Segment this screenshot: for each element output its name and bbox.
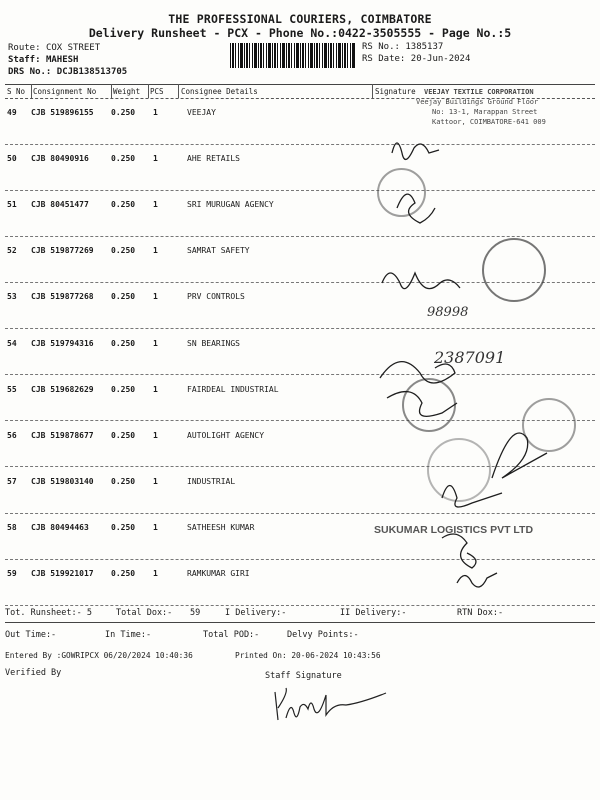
verified-by: Verified By bbox=[5, 668, 62, 678]
signature-industrial bbox=[442, 486, 502, 508]
rs-no-value: 1385137 bbox=[405, 42, 444, 52]
row-pcs: 1 bbox=[153, 200, 158, 210]
total-pod: Total POD:- bbox=[203, 630, 260, 640]
row-weight: 0.250 bbox=[111, 108, 136, 117]
row-consignee: PRV CONTROLS bbox=[187, 292, 245, 302]
route-value: COX STREET bbox=[45, 43, 101, 53]
row-weight: 0.250 bbox=[111, 154, 136, 164]
col-signature: Signature bbox=[375, 87, 416, 96]
staff-signature bbox=[270, 680, 420, 725]
row-consignee: SAMRAT SAFETY bbox=[187, 246, 250, 256]
row-pcs: 1 bbox=[153, 430, 158, 440]
row-sno: 54 bbox=[7, 338, 17, 348]
handwritten-number-2: 98998 bbox=[427, 305, 469, 320]
row-consignment-no: CJB 519682629 bbox=[31, 384, 94, 394]
row-sno: 52 bbox=[7, 246, 17, 256]
signature-prv bbox=[382, 273, 460, 289]
row-sno: 58 bbox=[7, 522, 17, 532]
ii-delivery: II Delivery:- bbox=[340, 608, 407, 618]
delvy-points: Delvy Points:- bbox=[287, 630, 359, 640]
staff-line: Staff: MAHESH bbox=[8, 55, 79, 65]
row-consignment-no: CJB 80451477 bbox=[31, 200, 89, 210]
row-consignee: FAIRDEAL INDUSTRIAL bbox=[187, 384, 279, 394]
rs-date-line: RS Date: 20-Jun-2024 bbox=[362, 54, 471, 64]
row-consignment-no: CJB 519877269 bbox=[31, 246, 94, 256]
row-pcs: 1 bbox=[153, 569, 158, 578]
col-sno: S No bbox=[7, 87, 26, 96]
row-weight: 0.250 bbox=[111, 384, 136, 394]
in-time: In Time:- bbox=[105, 630, 152, 640]
col-consignment: Consignment No bbox=[33, 87, 97, 96]
printed-on: Printed On: 20-06-2024 10:43:56 bbox=[235, 651, 381, 660]
i-delivery: I Delivery:- bbox=[225, 608, 287, 618]
row-consignment-no: CJB 80490916 bbox=[31, 154, 89, 164]
row-weight: 0.250 bbox=[111, 522, 136, 532]
rs-no-line: RS No.: 1385137 bbox=[362, 42, 444, 52]
document-subtitle: Delivery Runsheet - PCX - Phone No.:0422-3505555 - Page No.:5 bbox=[88, 26, 512, 40]
row-consignee: AHE RETAILS bbox=[187, 154, 240, 164]
row-weight: 0.250 bbox=[111, 200, 136, 210]
signature-ahe bbox=[392, 143, 439, 159]
row-sno: 50 bbox=[7, 154, 17, 164]
signature-satheesh bbox=[442, 534, 476, 568]
row-consignee: AUTOLIGHT AGENCY bbox=[187, 430, 265, 440]
row-consignee: RAMKUMAR GIRI bbox=[187, 569, 250, 578]
signature-sn bbox=[380, 362, 455, 383]
row-weight: 0.250 bbox=[111, 338, 136, 348]
row-weight: 0.250 bbox=[111, 292, 136, 302]
col-pcs: PCS bbox=[150, 87, 164, 96]
row-consignment-no: CJB 519794316 bbox=[31, 338, 94, 348]
row-sno: 56 bbox=[7, 430, 17, 440]
veejay-stamp-line1: VEEJAY TEXTILE CORPORATION bbox=[424, 88, 534, 96]
row-consignment-no: CJB 519878677 bbox=[31, 430, 94, 440]
row-weight: 0.250 bbox=[111, 569, 136, 578]
row-sno: 55 bbox=[7, 384, 17, 394]
signature-ramkumar bbox=[457, 573, 497, 587]
tot-runsheet: Tot. Runsheet:- 5 bbox=[5, 608, 92, 618]
row-consignment-no: CJB 80494463 bbox=[31, 522, 89, 532]
row-pcs: 1 bbox=[153, 292, 158, 302]
row-pcs: 1 bbox=[153, 108, 158, 117]
veejay-stamp-line3: No: 13-1, Marappan Street bbox=[432, 108, 538, 116]
sukumar-stamp: SUKUMAR LOGISTICS PVT LTD bbox=[374, 524, 534, 536]
staff-signature-label: Staff Signature bbox=[265, 671, 342, 681]
document-title: THE PROFESSIONAL COURIERS, COIMBATORE bbox=[168, 12, 432, 26]
row-consignment-no: CJB 519877268 bbox=[31, 292, 94, 302]
row-consignment-no: CJB 519896155 bbox=[31, 108, 94, 117]
row-consignee: INDUSTRIAL bbox=[187, 476, 236, 486]
row-weight: 0.250 bbox=[111, 476, 136, 486]
route-line: Route: COX STREET bbox=[8, 43, 101, 53]
row-consignee: VEEJAY bbox=[187, 108, 216, 117]
out-time: Out Time:- bbox=[5, 630, 57, 640]
entered-by: Entered By :GOWRIPCX 06/20/2024 10:40:36 bbox=[5, 651, 193, 660]
veejay-stamp-line2: Veejay Buildings Ground Floor bbox=[416, 98, 539, 106]
row-sno: 59 bbox=[7, 569, 17, 578]
row-sno: 57 bbox=[7, 476, 17, 486]
row-pcs: 1 bbox=[153, 522, 158, 532]
row-consignee: SATHEESH KUMAR bbox=[187, 522, 255, 532]
rs-date-value: 20-Jun-2024 bbox=[410, 54, 471, 64]
row-consignment-no: CJB 519803140 bbox=[31, 476, 94, 486]
row-weight: 0.250 bbox=[111, 430, 136, 440]
staff-value: MAHESH bbox=[45, 55, 79, 65]
rtn-dox: RTN Dox:- bbox=[457, 608, 504, 618]
row-consignee: SRI MURUGAN AGENCY bbox=[187, 200, 274, 210]
col-weight: Weight bbox=[113, 87, 141, 96]
row-consignment-no: CJB 519921017 bbox=[31, 569, 94, 578]
row-sno: 53 bbox=[7, 292, 17, 302]
row-weight: 0.250 bbox=[111, 246, 136, 256]
barcode bbox=[230, 43, 355, 68]
row-pcs: 1 bbox=[153, 246, 158, 256]
signature-autolight bbox=[492, 433, 547, 478]
signatures-drawing bbox=[372, 98, 594, 603]
row-pcs: 1 bbox=[153, 476, 158, 486]
veejay-stamp-line4: Kattoor, COIMBATORE-641 009 bbox=[432, 118, 546, 126]
signature-fairdeal bbox=[387, 392, 457, 417]
total-dox-value: 59 bbox=[190, 608, 201, 618]
total-dox-label: Total Dox:- bbox=[116, 608, 173, 618]
row-pcs: 1 bbox=[153, 154, 158, 164]
row-sno: 49 bbox=[7, 108, 17, 117]
row-sno: 51 bbox=[7, 200, 17, 210]
col-consignee: Consignee Details bbox=[181, 87, 258, 96]
drs-value: DCJB138513705 bbox=[56, 67, 128, 77]
row-consignee: SN BEARINGS bbox=[187, 338, 240, 348]
drs-line: DRS No.: DCJB138513705 bbox=[8, 67, 128, 77]
row-pcs: 1 bbox=[153, 338, 158, 348]
signature-murugan bbox=[397, 194, 435, 223]
row-pcs: 1 bbox=[153, 384, 158, 394]
handwritten-number: 2387091 bbox=[434, 348, 506, 367]
